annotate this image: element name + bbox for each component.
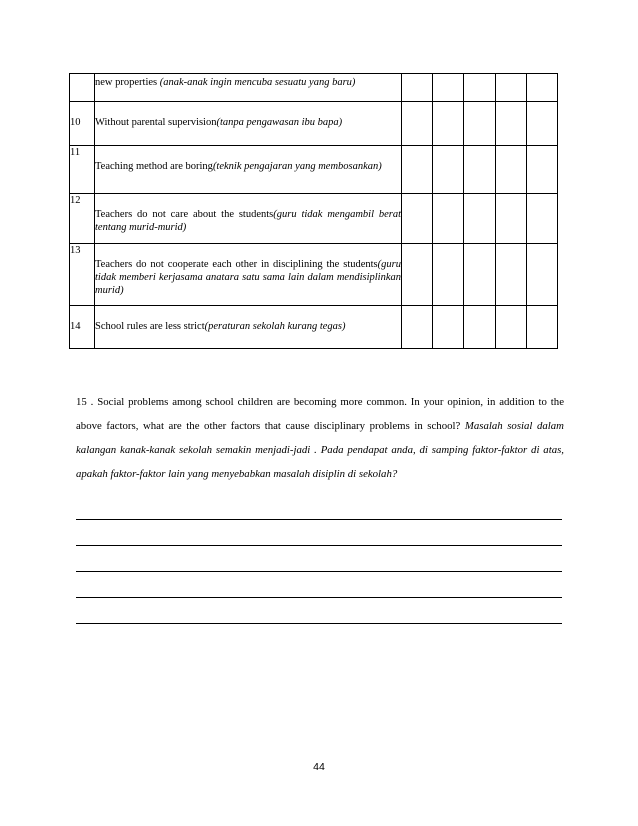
response-cell[interactable]: [464, 244, 495, 306]
response-cell[interactable]: [402, 306, 433, 349]
response-cell[interactable]: [495, 102, 526, 146]
response-cell[interactable]: [526, 146, 557, 194]
question-15-english: 15 . Social problems among school children are becoming more common. In your opinion, in addition to the above factors, what are the other factors that cause disciplinary problems in school?: [76, 396, 564, 432]
question-15-malay: Masalah sosial dalam kalangan kanak-kanak sekolah semakin menjadi-jadi . Pada pendapat anda, di samping faktor-faktor di atas, apakah faktor-faktor lain yang menyebabkan masalah disiplin di sekolah?: [76, 420, 564, 480]
response-cell[interactable]: [495, 74, 526, 102]
answer-line[interactable]: [76, 545, 562, 546]
response-cell[interactable]: [495, 194, 526, 244]
response-cell[interactable]: [526, 194, 557, 244]
row-number: 12: [70, 194, 95, 244]
row-number: 10: [70, 102, 95, 146]
response-cell[interactable]: [495, 146, 526, 194]
statement-ms: (tanpa pengawasan ibu bapa): [216, 117, 343, 128]
response-cell[interactable]: [495, 244, 526, 306]
response-cell[interactable]: [464, 102, 495, 146]
statement-ms: (teknik pengajaran yang membosankan): [212, 161, 382, 172]
statement-en: Without parental supervision: [95, 117, 217, 128]
response-cell[interactable]: [526, 306, 557, 349]
row-statement: [95, 244, 402, 306]
row-number: [70, 74, 95, 102]
row-statement: [95, 306, 402, 349]
answer-line[interactable]: [76, 597, 562, 598]
statement-ms: (guru tidak memberi kerjasama anatara satu sama lain dalam mendisiplinkan murid): [95, 259, 401, 296]
table-row: [70, 102, 558, 146]
response-cell[interactable]: [464, 74, 495, 102]
question-15: [76, 390, 564, 486]
table-row: [70, 244, 558, 306]
statement-en: School rules are less strict: [95, 321, 205, 332]
response-cell[interactable]: [402, 74, 433, 102]
statement-ms: (anak-anak ingin mencuba sesuatu yang baru): [159, 77, 356, 88]
table-row: [70, 194, 558, 244]
response-cell[interactable]: [433, 244, 464, 306]
response-cell[interactable]: [402, 102, 433, 146]
response-cell[interactable]: [402, 146, 433, 194]
response-cell[interactable]: [464, 194, 495, 244]
statement-ms: (guru tidak mengambil berat tentang murid-murid): [95, 209, 402, 233]
table-row: [70, 74, 558, 102]
table-row: [70, 306, 558, 349]
answer-line[interactable]: [76, 623, 562, 624]
response-cell[interactable]: [402, 194, 433, 244]
response-cell[interactable]: [495, 306, 526, 349]
response-cell[interactable]: [433, 306, 464, 349]
row-statement: [95, 146, 402, 194]
response-cell[interactable]: [402, 244, 433, 306]
response-cell[interactable]: [433, 74, 464, 102]
statement-en: Teachers do not care about the students: [95, 209, 274, 220]
page-number: 44: [313, 761, 325, 773]
statement-ms: (peraturan sekolah kurang tegas): [204, 321, 346, 332]
row-statement: [95, 102, 402, 146]
response-cell[interactable]: [526, 74, 557, 102]
statement-en: new properties: [95, 77, 160, 88]
response-cell[interactable]: [526, 102, 557, 146]
response-cell[interactable]: [433, 146, 464, 194]
response-cell[interactable]: [433, 194, 464, 244]
response-cell[interactable]: [464, 306, 495, 349]
answer-line[interactable]: [76, 571, 562, 572]
row-number: 14: [70, 306, 95, 349]
row-statement: [95, 74, 402, 102]
row-statement: [95, 194, 402, 244]
answer-line[interactable]: [76, 519, 562, 520]
row-number: 11: [70, 146, 95, 194]
row-number: 13: [70, 244, 95, 306]
statement-en: Teachers do not cooperate each other in disciplining the students: [95, 259, 378, 270]
statement-en: Teaching method are boring: [95, 161, 213, 172]
table-row: [70, 146, 558, 194]
response-cell[interactable]: [433, 102, 464, 146]
response-cell[interactable]: [526, 244, 557, 306]
survey-table: [69, 73, 558, 349]
response-cell[interactable]: [464, 146, 495, 194]
